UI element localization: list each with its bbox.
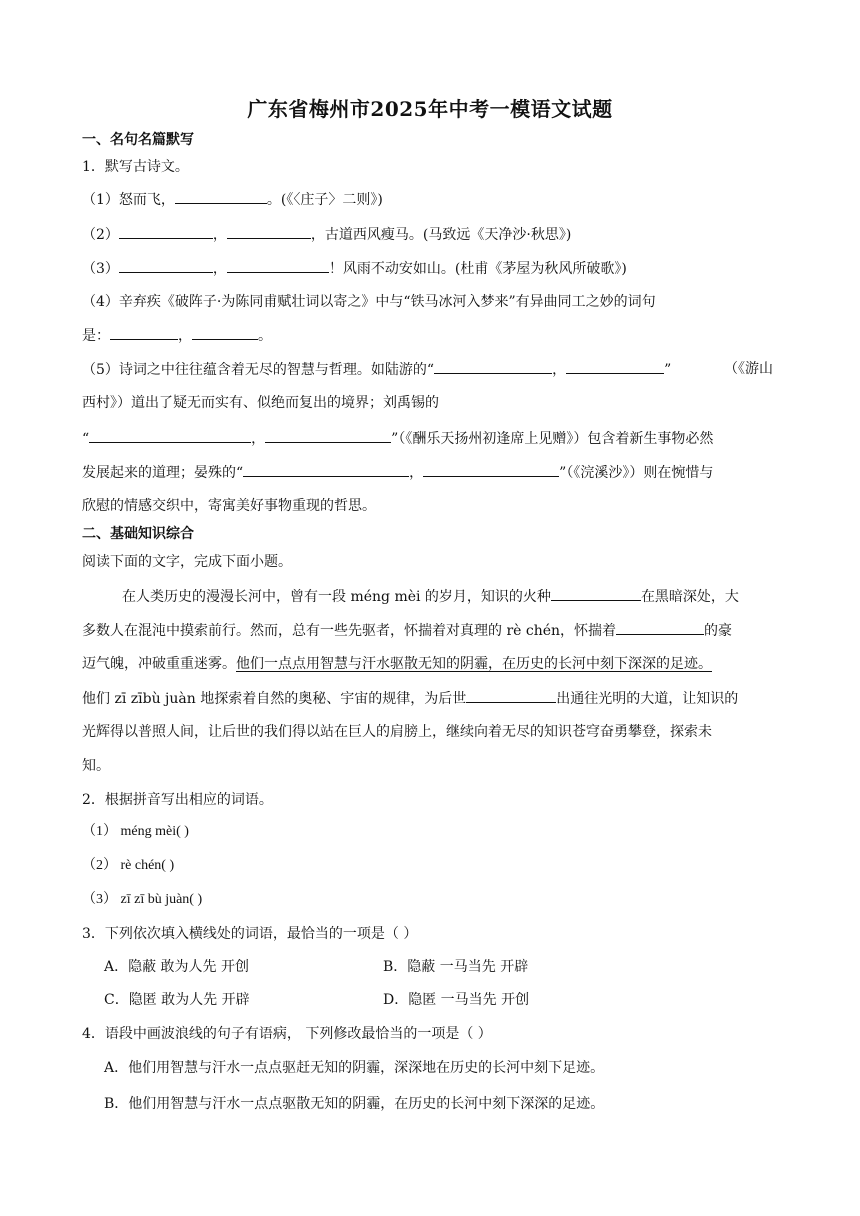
q1-item-2: （2） ， ，古道西风瘦马。(马致远《天净沙·秋思》) bbox=[82, 224, 571, 245]
section-heading-1: 一、名句名篇默写 bbox=[82, 132, 194, 148]
passage-line-5: 光辉得以普照人间，让后世的我们得以站在巨人的肩膀上，继续向着无尽的知识苍穹奋勇攀登，探索未 bbox=[82, 724, 712, 740]
answer-blank[interactable] bbox=[551, 586, 641, 601]
answer-blank[interactable] bbox=[110, 325, 178, 340]
answer-blank[interactable] bbox=[616, 620, 704, 635]
answer-blank[interactable] bbox=[466, 688, 556, 703]
answer-blank[interactable] bbox=[119, 224, 213, 239]
page-title: 广东省梅州市2025年中考一模语文试题 bbox=[247, 97, 613, 121]
passage-line-1: 在人类历史的漫漫长河中，曾有一段 méng mèi 的岁月，知识的火种 在黑暗深处，大 bbox=[122, 586, 739, 607]
q1-item-5-line2: 西村》）道出了疑无而实有、似绝而复出的境界；刘禹锡的 bbox=[82, 395, 439, 411]
answer-blank[interactable] bbox=[566, 359, 664, 374]
question-3-stem: 3．下列依次填入横线处的词语，最恰当的一项是（ ） bbox=[82, 926, 418, 942]
passage-line-6: 知。 bbox=[82, 758, 110, 774]
answer-blank[interactable] bbox=[227, 224, 311, 239]
q1-item-5-line3: “ ， ”（《酬乐天扬州初逢席上见赠》）包含着新生事物必然 bbox=[82, 428, 713, 449]
answer-blank[interactable] bbox=[227, 258, 329, 273]
q4-option-b[interactable]: B．他们用智慧与汗水一点点驱散无知的阴霾，在历史的长河中刻下深深的足迹。 bbox=[104, 1096, 605, 1112]
question-4-stem: 4．语段中画波浪线的句子有语病， 下列修改最恰当的一项是（ ） bbox=[82, 1026, 492, 1042]
q3-option-b[interactable]: B．隐蔽 一马当先 开辟 bbox=[383, 959, 529, 975]
q1-item-4-line2: 是： ， 。 bbox=[82, 325, 272, 346]
reading-intro: 阅读下面的文字，完成下面小题。 bbox=[82, 554, 292, 570]
q1-item-4-line1: （4）辛弃疾《破阵子·为陈同甫赋壮词以寄之》中与“铁马冰河入梦来”有异曲同工之妙的词句 bbox=[82, 294, 656, 310]
q3-option-c[interactable]: C．隐匿 敢为人先 开辟 bbox=[104, 992, 250, 1008]
q1-item-5-line1-tail: （《游山 bbox=[724, 361, 773, 377]
question-2-stem: 2．根据拼音写出相应的词语。 bbox=[82, 792, 273, 808]
q1-item-5-line1: （5）诗词之中往往蕴含着无尽的智慧与哲理。如陆游的“ ， ” bbox=[82, 359, 671, 380]
answer-blank[interactable] bbox=[265, 428, 391, 443]
q1-item-1: （1）怒而飞， 。(《〈庄子〉二则》) bbox=[82, 189, 383, 210]
q3-option-d[interactable]: D．隐匿 一马当先 开创 bbox=[383, 992, 530, 1008]
q2-item-3[interactable]: （3） zī zī bù juàn( ) bbox=[82, 892, 203, 907]
question-1-stem: 1．默写古诗文。 bbox=[82, 159, 189, 175]
q1-item-3: （3） ， ！风雨不动安如山。(杜甫《茅屋为秋风所破歌》) bbox=[82, 258, 627, 279]
q4-option-a[interactable]: A．他们用智慧与汗水一点点驱赶无知的阴霾，深深地在历史的长河中刻下足迹。 bbox=[104, 1060, 605, 1076]
q2-item-2[interactable]: （2） rè chén( ) bbox=[82, 858, 175, 873]
answer-blank[interactable] bbox=[89, 428, 251, 443]
q1-item-5-line5: 欣慰的情感交织中，寄寓美好事物重现的哲思。 bbox=[82, 498, 376, 514]
answer-blank[interactable] bbox=[175, 189, 267, 204]
section-heading-2: 二、基础知识综合 bbox=[82, 526, 194, 542]
answer-blank[interactable] bbox=[192, 325, 258, 340]
answer-blank[interactable] bbox=[119, 258, 213, 273]
answer-blank[interactable] bbox=[423, 462, 559, 477]
q3-option-a[interactable]: A．隐蔽 敢为人先 开创 bbox=[104, 959, 250, 975]
passage-line-3: 迈气魄，冲破重重迷雾。他们一点点用智慧与汗水驱散无知的阴霾，在历史的长河中刻下深深的足迹。 bbox=[82, 656, 712, 672]
answer-blank[interactable] bbox=[434, 359, 552, 374]
passage-line-4: 他们 zī zībù juàn 地探索着自然的奥秘、宇宙的规律，为后世 出通往光明的大道，让知识的 bbox=[82, 688, 738, 709]
passage-line-2: 多数人在混沌中摸索前行。然而，总有一些先驱者，怀揣着对真理的 rè chén，怀揣着 的豪 bbox=[82, 620, 732, 641]
q1-item-5-line4: 发展起来的道理；晏殊的“ ， ”（《浣溪沙》）则在惋惜与 bbox=[82, 462, 713, 483]
wavy-underlined-sentence: 他们一点点用智慧与汗水驱散无知的阴霾，在历史的长河中刻下深深的足迹。 bbox=[236, 656, 712, 672]
q2-item-1[interactable]: （1） méng mèi( ) bbox=[82, 824, 189, 839]
answer-blank[interactable] bbox=[243, 462, 409, 477]
